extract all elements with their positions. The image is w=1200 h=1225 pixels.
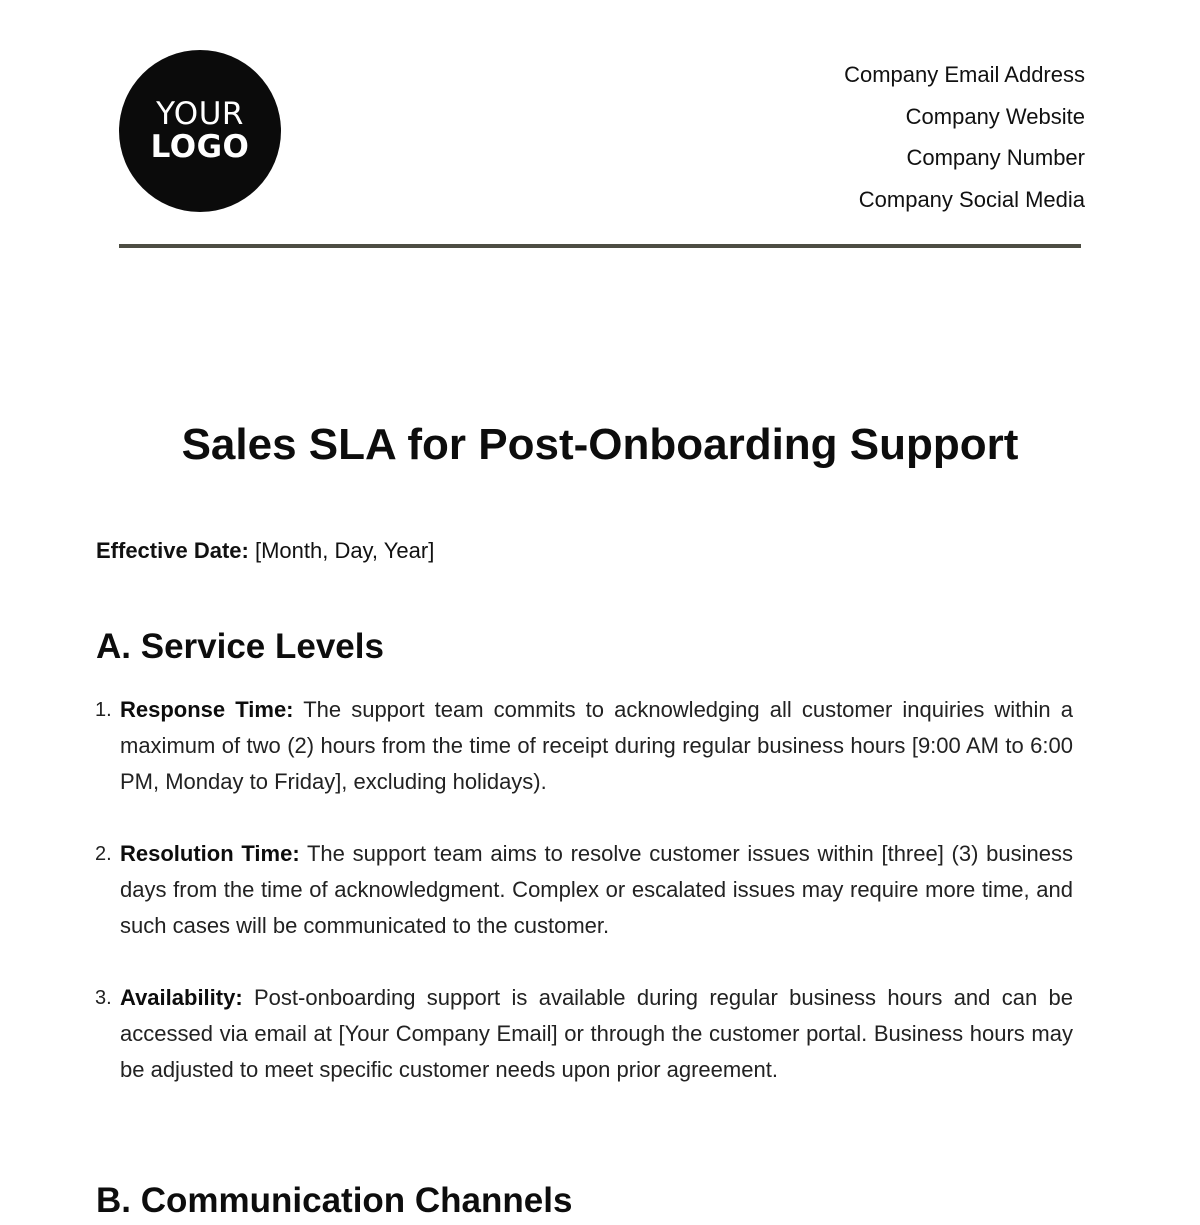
effective-date-label: Effective Date:: [96, 538, 249, 563]
logo-text-logo: LOGO: [150, 129, 250, 165]
list-item-number: 3.: [95, 987, 112, 1009]
logo-text-your: YOUR: [156, 96, 244, 132]
service-levels-list: [95, 692, 1073, 1124]
section-b-heading: B. Communication Channels: [96, 1181, 573, 1220]
list-item-number: 1.: [95, 699, 112, 721]
list-item-label: Resolution Time:: [120, 841, 300, 866]
list-item-text: The support team aims to resolve customer issues within [three] (3) business days from the time of acknowledgment. Complex or escalated issues may require more time, and such cases will be communicated to the customer.: [120, 841, 1073, 938]
company-email: Company Email Address: [844, 62, 1085, 87]
list-item-number: 2.: [95, 843, 112, 865]
list-item-text: Post-onboarding support is available during regular business hours and can be accessed via email at [Your Company Email] or through the customer portal. Business hours may be adjusted to meet specific customer needs upon prior agreement.: [120, 985, 1073, 1082]
company-contact-block: [844, 54, 1085, 220]
list-item-text: The support team commits to acknowledging all customer inquiries within a maximum of two (2) hours from the time of receipt during regular business hours [9:00 AM to 6:00 PM, Monday to Friday], excluding holidays).: [120, 697, 1073, 794]
effective-date-value: [Month, Day, Year]: [248, 538, 435, 563]
document-title: Sales SLA for Post-Onboarding Support: [181, 420, 1019, 469]
effective-date: [96, 536, 434, 566]
list-item-label: Availability:: [120, 985, 243, 1010]
company-website: Company Website: [905, 103, 1085, 129]
list-item-availability: [95, 980, 1073, 1088]
section-a-heading: A. Service Levels: [96, 627, 384, 666]
company-social-media: Company Social Media: [858, 186, 1085, 212]
company-logo: [119, 50, 281, 212]
header-divider: [119, 244, 1081, 248]
company-number: Company Number: [906, 145, 1085, 170]
list-item-label: Response Time:: [120, 697, 294, 722]
list-item-resolution-time: [95, 836, 1073, 944]
list-item-response-time: [95, 692, 1073, 800]
